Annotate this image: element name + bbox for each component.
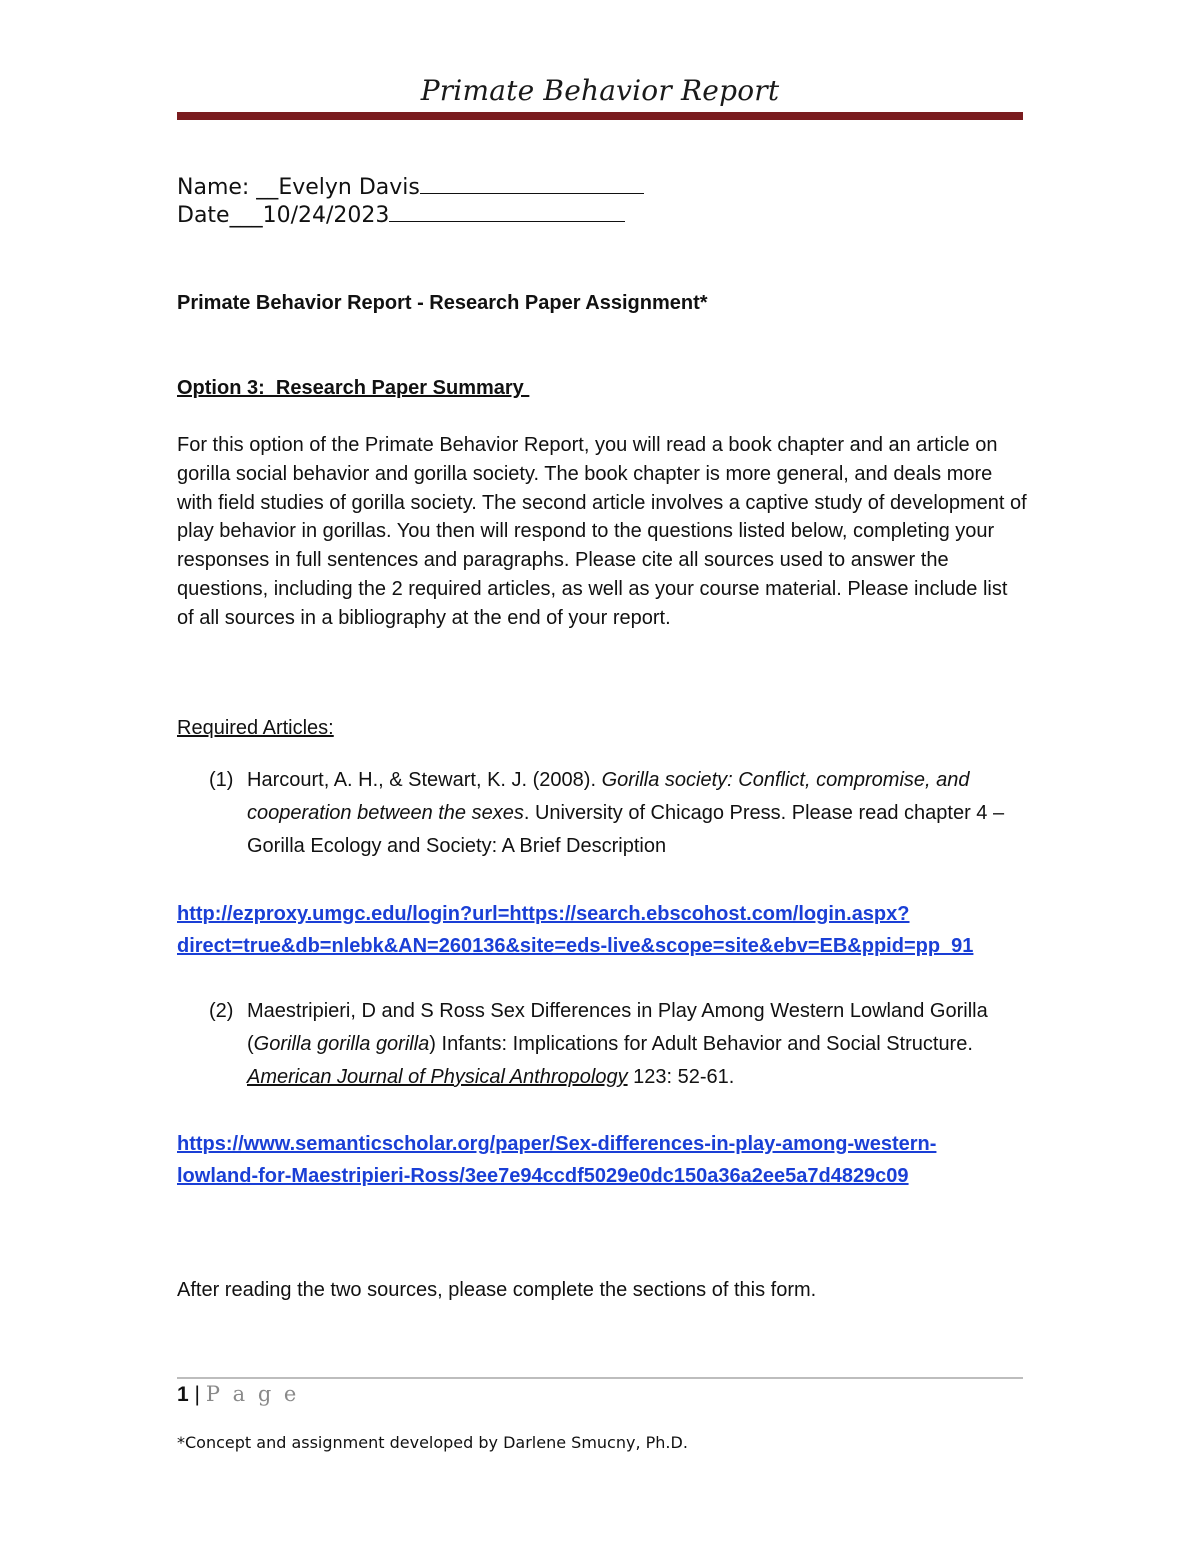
article-2-species: Gorilla gorilla gorilla: [253, 1033, 430, 1055]
article-2-number: (2): [209, 1000, 234, 1022]
article-1-link: [177, 898, 1037, 962]
article-2-link: [177, 1128, 1037, 1192]
date-field: [177, 200, 625, 228]
name-underline: [420, 172, 644, 194]
required-articles-heading: Required Articles:: [177, 717, 334, 739]
page-header-title: Primate Behavior Report: [420, 74, 780, 107]
date-label: Date___: [177, 203, 263, 228]
option-heading: Option 3: Research Paper Summary: [177, 377, 530, 399]
article-1-book-title: Gorilla society: Conflict, compromise, and cooperation between the sexes: [247, 769, 970, 824]
date-value[interactable]: 10/24/2023: [262, 203, 390, 228]
article-1-link-line-2[interactable]: direct=true&db=nlebk&AN=260136&site=eds-live&scope=site&ebv=EB&ppid=pp_91: [177, 935, 974, 957]
page-number-value: 1: [177, 1383, 189, 1406]
article-1-citation: Harcourt, A. H., & Stewart, K. J. (2008). Gorilla society: Conflict, compromise, and cooperation between the sexes. University of Chicago Press. Please read chapter 4 – Gorilla Ecology and Society: A Brief Description: [247, 769, 1005, 857]
name-value[interactable]: Evelyn Davis: [278, 175, 420, 200]
page-number-separator: |: [188, 1383, 206, 1406]
closing-instruction: After reading the two sources, please complete the sections of this form.: [177, 1279, 817, 1301]
page-label: P a g e: [205, 1382, 300, 1406]
footer-divider: [177, 1377, 1023, 1379]
intro-paragraph: For this option of the Primate Behavior Report, you will read a book chapter and an article on gorilla social behavior and gorilla society. The book chapter is more general, and deals more with field studies of gorilla society. The second article involves a captive study of development of play behavior in gorillas. You then will respond to the questions listed below, completing your responses in full sentences and paragraphs. Please cite all sources used to answer the questions, including the 2 required articles, as well as your course material. Please include list of all sources in a bibliography at the end of your report.: [177, 434, 1027, 629]
header-divider: [177, 112, 1023, 120]
name-label: Name: __: [177, 175, 279, 200]
article-2-journal: American Journal of Physical Anthropology: [247, 1066, 628, 1088]
assignment-title: Primate Behavior Report - Research Paper Assignment*: [177, 292, 708, 314]
page-number: [177, 1382, 299, 1407]
name-field: [177, 172, 644, 200]
article-1-number: (1): [209, 769, 234, 791]
article-2: [209, 995, 1029, 1094]
footnote: *Concept and assignment developed by Darlene Smucny, Ph.D.: [177, 1433, 688, 1452]
article-1-link-line-1[interactable]: http://ezproxy.umgc.edu/login?url=https://search.ebscohost.com/login.aspx?: [177, 903, 910, 925]
article-2-citation: Maestripieri, D and S Ross Sex Differences in Play Among Western Lowland Gorilla (Gorilla gorilla gorilla) Infants: Implications for Adult Behavior and Social Structure. American Journal of Physical Anthropology 123: 52-61.: [247, 1000, 988, 1088]
article-1: [209, 764, 1029, 863]
article-2-link-line-2[interactable]: lowland-for-Maestripieri-Ross/3ee7e94ccdf5029e0dc150a36a2ee5a7d4829c09: [177, 1165, 909, 1187]
article-2-link-line-1[interactable]: https://www.semanticscholar.org/paper/Sex-differences-in-play-among-western-: [177, 1133, 937, 1155]
date-underline: [389, 200, 625, 222]
